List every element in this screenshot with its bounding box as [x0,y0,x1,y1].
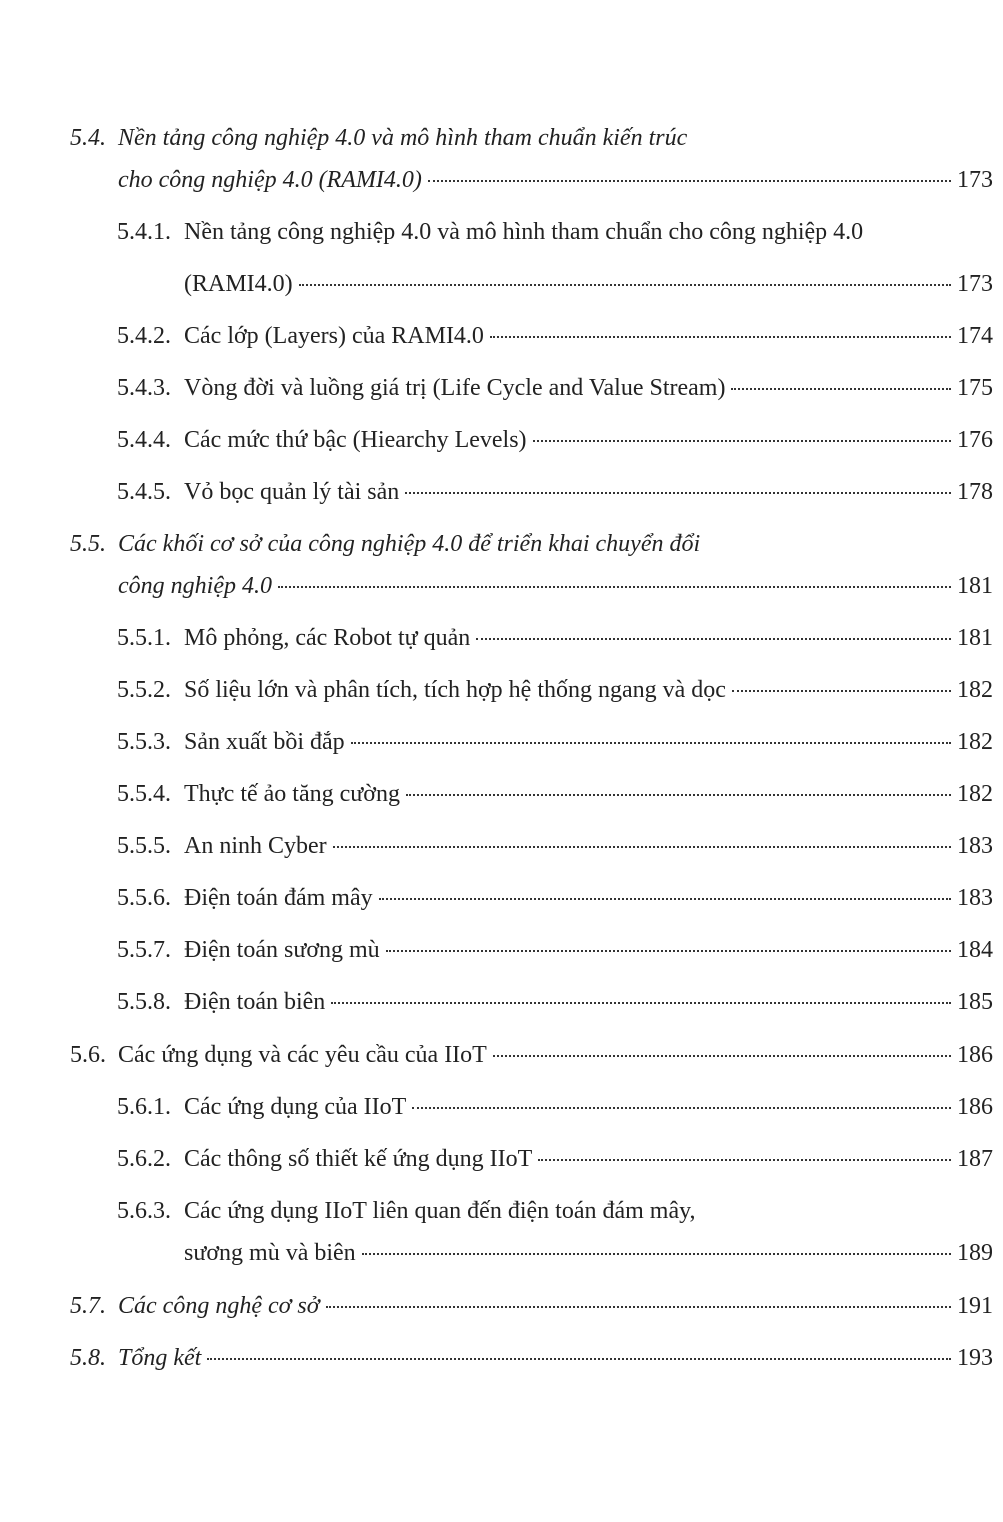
toc-page-number: 186 [957,1094,993,1120]
dot-leader [278,586,951,588]
toc-page-number: 178 [957,479,993,505]
toc-page-number: 184 [957,937,993,963]
toc-page-number: 173 [957,167,993,193]
toc-page-number: 186 [957,1042,993,1068]
dot-leader [333,846,951,848]
toc-title: Các khối cơ sở của công nghiệp 4.0 để triển khai chuyển đổi [118,531,701,557]
toc-title: Các công nghệ cơ sở [118,1293,320,1319]
toc-number: 5.5.1. [117,625,171,651]
dot-leader [326,1306,951,1308]
toc-page-number: 183 [957,885,993,911]
toc-page-number: 185 [957,989,993,1015]
toc-title-continued: (RAMI4.0) [184,271,293,297]
toc-title: Các thông số thiết kế ứng dụng IIoT [184,1146,533,1172]
toc-number: 5.5.4. [117,781,171,807]
toc-number: 5.4.2. [117,323,171,349]
toc-title: Vỏ bọc quản lý tài sản [184,479,400,505]
toc-number: 5.5.6. [117,885,171,911]
toc-number: 5.7. [70,1293,106,1319]
toc-title: Nền tảng công nghiệp 4.0 và mô hình tham chuẩn kiến trúc [118,125,688,151]
toc-number: 5.5. [70,531,106,557]
dot-leader [299,284,951,286]
toc-title: Các ứng dụng IIoT liên quan đến điện toán đám mây, [184,1198,696,1224]
toc-title: Tổng kết [118,1345,202,1371]
toc-page-number: 174 [957,323,993,349]
toc-title: Điện toán sương mù [184,937,380,963]
dot-leader [533,440,951,442]
toc-title: Thực tế ảo tăng cường [184,781,400,807]
toc-number: 5.6.1. [117,1094,171,1120]
toc-page-number: 191 [957,1293,993,1319]
dot-leader [732,690,951,692]
toc-title-continued: công nghiệp 4.0 [118,573,272,599]
toc-number: 5.4.4. [117,427,171,453]
toc-page-number: 182 [957,677,993,703]
toc-number: 5.5.8. [117,989,171,1015]
toc-number: 5.6.2. [117,1146,171,1172]
toc-number: 5.5.5. [117,833,171,859]
dot-leader [207,1358,951,1360]
toc-title-continued: sương mù và biên [184,1240,356,1266]
toc-number: 5.8. [70,1345,106,1371]
toc-number: 5.5.3. [117,729,171,755]
toc-page-number: 173 [957,271,993,297]
toc-title: Các lớp (Layers) của RAMI4.0 [184,323,484,349]
toc-page-number: 181 [957,573,993,599]
toc-number: 5.4.1. [117,219,171,245]
toc-title: Điện toán biên [184,989,326,1015]
dot-leader [538,1159,951,1161]
dot-leader [412,1107,951,1109]
toc-page-number: 193 [957,1345,993,1371]
dot-leader [405,492,951,494]
dot-leader [731,388,951,390]
toc-page-number: 182 [957,729,993,755]
toc-title: Các mức thứ bậc (Hiearchy Levels) [184,427,527,453]
toc-title: Số liệu lớn và phân tích, tích hợp hệ thống ngang và dọc [184,677,726,703]
toc-page-number: 187 [957,1146,993,1172]
toc-page-number: 189 [957,1240,993,1266]
dot-leader [386,950,951,952]
toc-title: Điện toán đám mây [184,885,373,911]
dot-leader [362,1253,951,1255]
toc-title: An ninh Cyber [184,833,327,859]
toc-page-number: 176 [957,427,993,453]
toc-page-number: 183 [957,833,993,859]
toc-title: Nền tảng công nghiệp 4.0 và mô hình tham chuẩn cho công nghiệp 4.0 [184,219,864,245]
dot-leader [428,180,951,182]
toc-number: 5.4. [70,125,106,151]
dot-leader [351,742,951,744]
dot-leader [406,794,951,796]
toc-number: 5.6.3. [117,1198,171,1224]
toc-number: 5.4.5. [117,479,171,505]
dot-leader [331,1002,951,1004]
toc-title: Mô phỏng, các Robot tự quản [184,625,471,651]
toc-number: 5.6. [70,1042,106,1068]
toc-number: 5.5.2. [117,677,171,703]
dot-leader [490,336,951,338]
toc-title-continued: cho công nghiệp 4.0 (RAMI4.0) [118,167,422,193]
toc-page-number: 175 [957,375,993,401]
dot-leader [493,1055,951,1057]
toc-title: Vòng đời và luồng giá trị (Life Cycle and Value Stream) [184,375,726,401]
toc-number: 5.4.3. [117,375,171,401]
toc-title: Các ứng dụng và các yêu cầu của IIoT [118,1042,487,1068]
toc-page-number: 181 [957,625,993,651]
dot-leader [379,898,951,900]
toc-title: Các ứng dụng của IIoT [184,1094,407,1120]
toc-title: Sản xuất bồi đắp [184,729,345,755]
toc-number: 5.5.7. [117,937,171,963]
dot-leader [476,638,951,640]
toc-page-number: 182 [957,781,993,807]
